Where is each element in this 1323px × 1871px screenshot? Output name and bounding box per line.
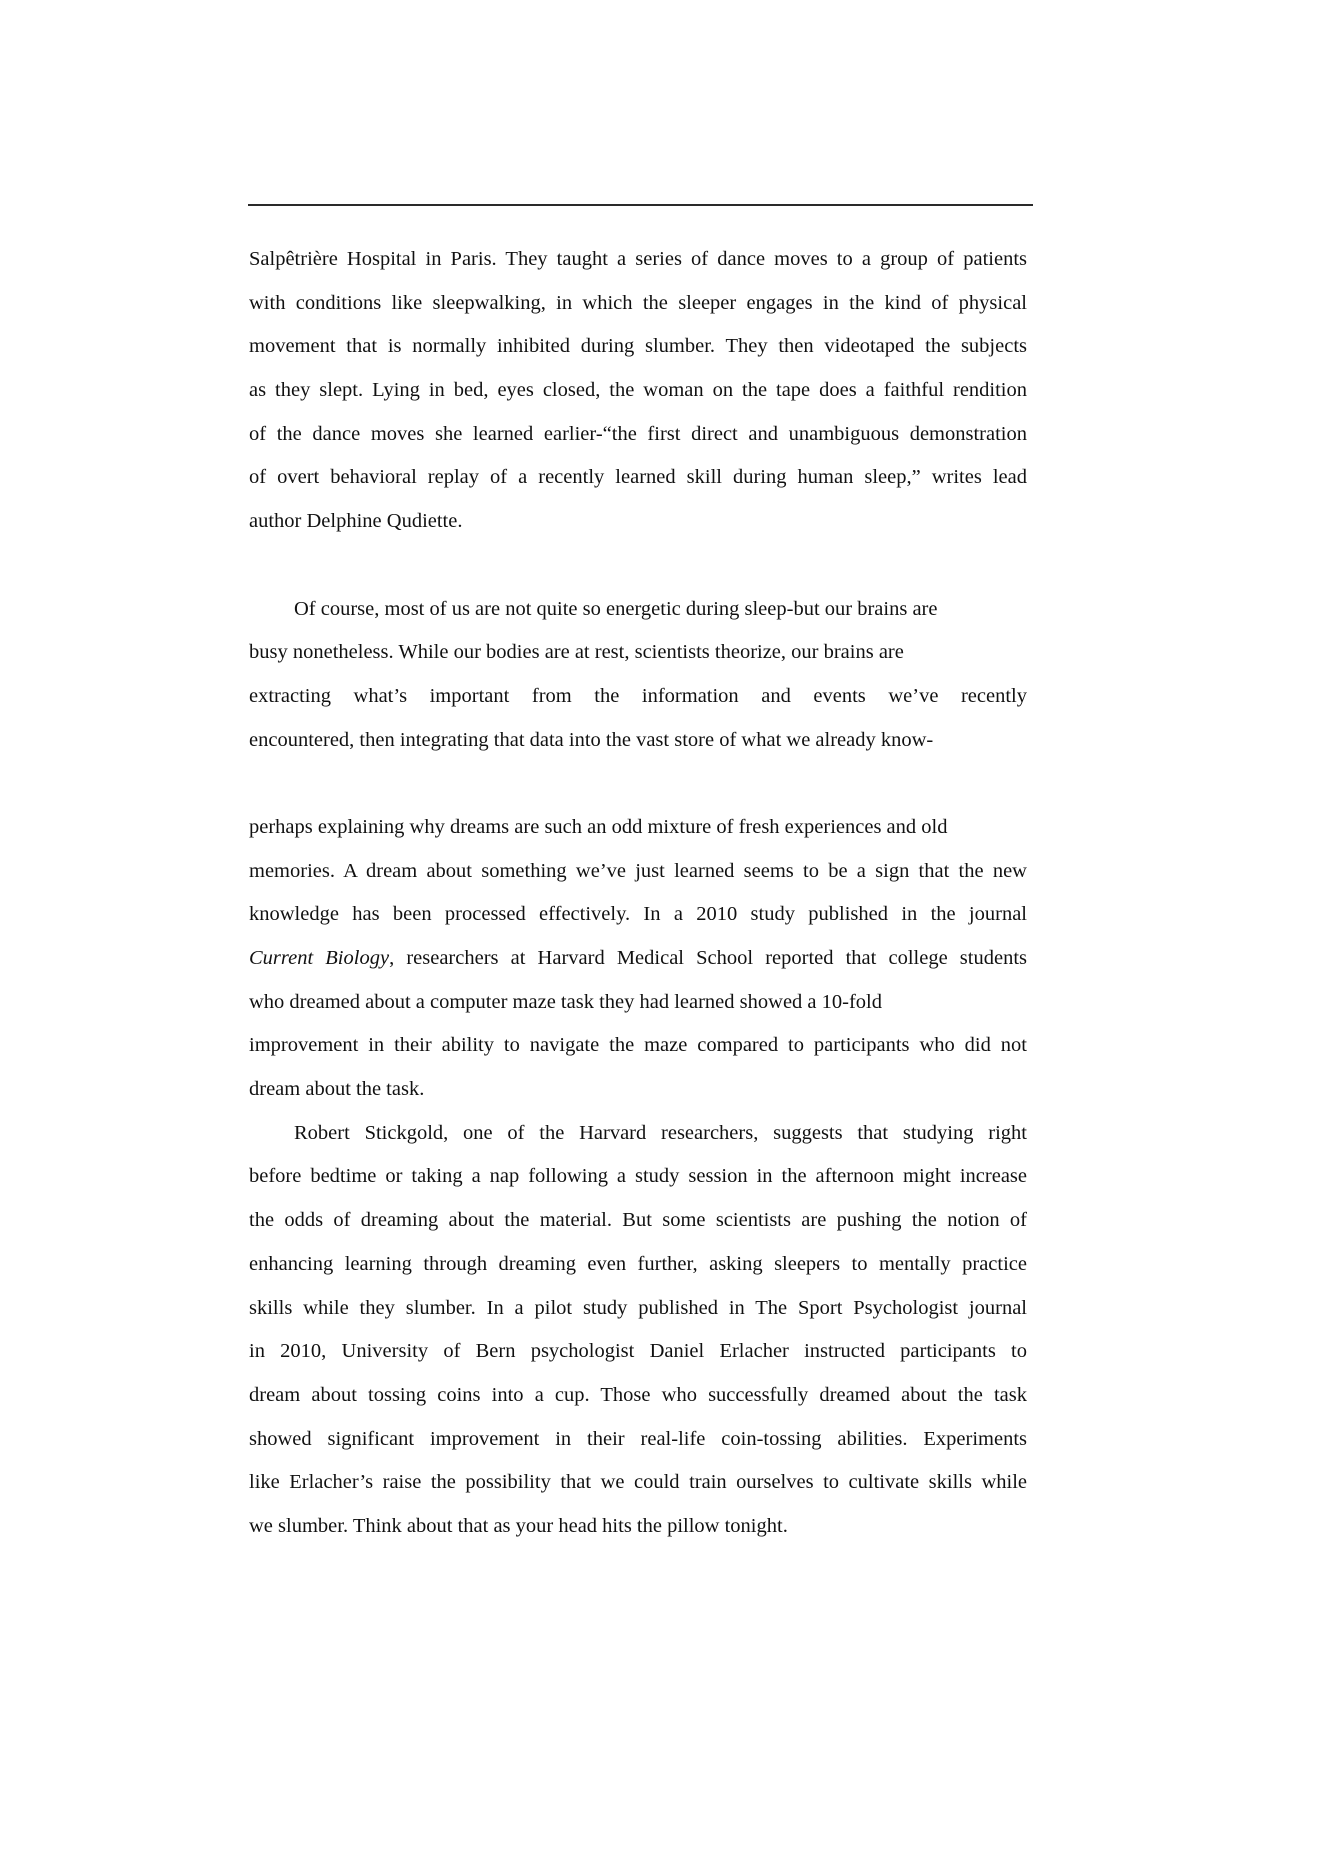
text-line: encountered, then integrating that data into the vast store of what we already know- [249,728,934,751]
text-line: busy nonetheless. While our bodies are at rest, scientists theorize, our brains are [249,641,904,664]
text-line: before bedtime or taking a nap following a study session in the afternoon might increase [249,1165,1027,1188]
text-line: in 2010, University of Bern psychologist Daniel Erlacher instructed participants to [249,1340,1027,1363]
text-line: Salpêtrière Hospital in Paris. They taught a series of dance moves to a group of patients [249,248,1027,270]
text-line: Robert Stickgold, one of the Harvard researchers, suggests that studying right [294,1121,1027,1144]
text-line: we slumber. Think about that as your head hits the pillow tonight. [249,1514,788,1537]
text-line: memories. A dream about something we’ve just learned seems to be a sign that the new [249,859,1027,882]
paragraph-2 [249,588,1027,763]
journal-title: Current Biology [249,947,390,969]
paragraph-gap [249,762,1027,806]
text-line: dream about the task. [249,1078,425,1101]
text-line: skills while they slumber. In a pilot study published in The Sport Psychologist journal [249,1296,1027,1319]
text-line: showed significant improvement in their real-life coin-tossing abilities. Experiments [249,1427,1027,1450]
text-span: , researchers at Harvard Medical School reported that college students [389,947,1027,969]
text-line: as they slept. Lying in bed, eyes closed, the woman on the tape does a faithful rendition [249,379,1027,402]
text-line: like Erlacher’s raise the possibility that we could train ourselves to cultivate skills while [249,1471,1027,1494]
text-line [249,937,1027,981]
header-rule [248,204,1033,206]
paragraph-1 [249,238,1027,544]
text-line: the odds of dreaming about the material. But some scientists are pushing the notion of [249,1209,1027,1232]
text-line: extracting what’s important from the information and events we’ve recently [249,684,1027,707]
text-line: Of course, most of us are not quite so energetic during sleep-but our brains are [294,597,938,620]
text-line: of the dance moves she learned earlier-“the first direct and unambiguous demonstration [249,422,1027,445]
text-line: knowledge has been processed effectively. In a 2010 study published in the journal [249,903,1027,926]
article-body [249,238,1027,1549]
paragraph-4 [249,1112,1027,1549]
paragraph-gap [249,544,1027,588]
text-line: of overt behavioral replay of a recently learned skill during human sleep,” writes lead [249,466,1027,489]
text-line: improvement in their ability to navigate the maze compared to participants who did not [249,1034,1027,1057]
text-line: perhaps explaining why dreams are such an odd mixture of fresh experiences and old [249,815,948,838]
text-line: movement that is normally inhibited during slumber. They then videotaped the subjects [249,335,1027,358]
text-line: dream about tossing coins into a cup. Those who successfully dreamed about the task [249,1383,1027,1406]
text-line: enhancing learning through dreaming even further, asking sleepers to mentally practice [249,1252,1027,1275]
text-line: author Delphine Qudiette. [249,510,463,533]
text-line: who dreamed about a computer maze task they had learned showed a 10-fold [249,990,882,1013]
text-line: with conditions like sleepwalking, in which the sleeper engages in the kind of physical [249,291,1027,314]
paragraph-3 [249,806,1027,1112]
